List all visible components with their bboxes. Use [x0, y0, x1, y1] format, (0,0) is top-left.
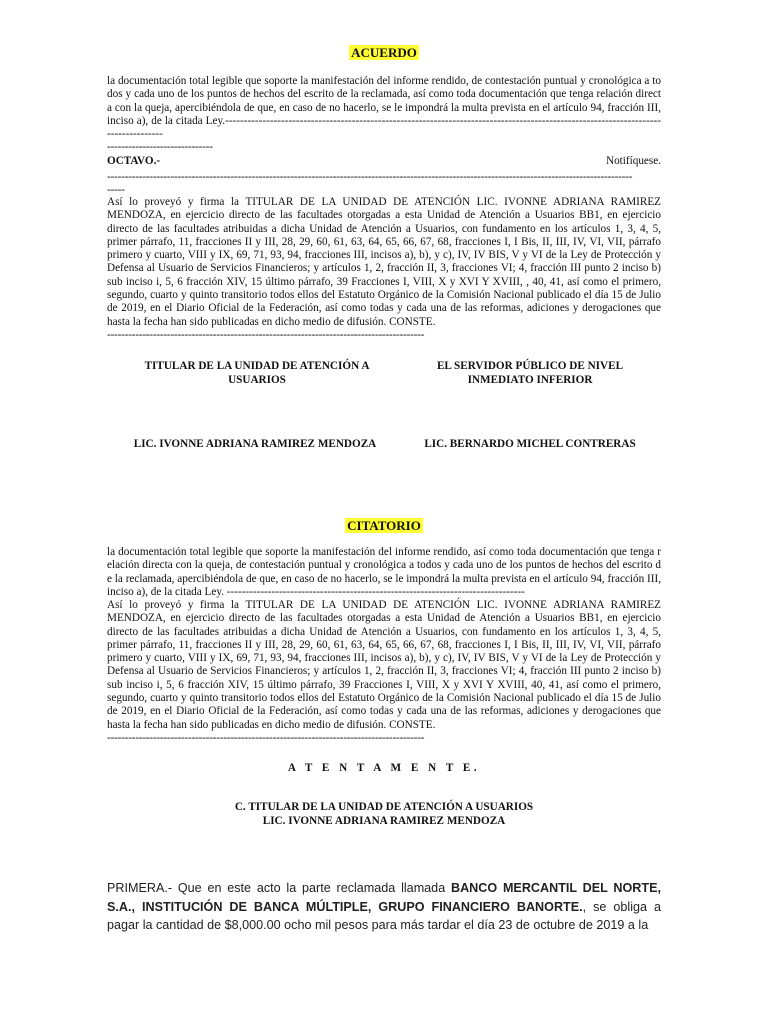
acuerdo-heading: ACUERDO — [351, 45, 417, 60]
primera-lead: PRIMERA.- Que en este acto la parte reclamada llamada — [107, 881, 451, 895]
acuerdo-dash-end: ------------------------------ — [107, 141, 213, 154]
closing-signer-title: C. TITULAR DE LA UNIDAD DE ATENCIÓN A USUARIOS — [234, 801, 534, 813]
acuerdo-body — [107, 75, 661, 155]
acuerdo-provision-dashes: ------------------------------------------------------------------------------------------ — [107, 328, 425, 341]
acuerdo-provision — [107, 196, 661, 342]
separator-line: ----------------------------------------------------------------------------------------------------------------------------------------------------- — [107, 171, 633, 183]
primera-bank: BANCO MERCANTIL DEL NORTE, S.A., INSTITUCIÓN DE BANCA MÚLTIPLE, GRUPO FINANCIERO BANORTE. — [107, 881, 661, 914]
right-signature-name: LIC. BERNARDO MICHEL CONTRERAS — [424, 438, 636, 450]
citatorio-provision-text: Así lo proveyó y firma la TITULAR DE LA UNIDAD DE ATENCIÓN LIC. IVONNE ADRIANA RAMIREZ MENDOZA, en ejercicio directo de las facultades otorgadas a esta Unidad de Atención a Usuarios BB1, en ejercicio directo de las facultades atribuidas a dicha Unidad de Atención a Usuarios, con fundamento en los artículos 1, 3, 4, 5, primer párrafo, 11, fracciones II y III, 28, 29, 60, 61, 63, 64, 65, 66, 67, 68, fracciones I, I Bis, II, III, IV, VI, VII, párrafo primero y cuarto, VIII y IX, 69, 71, 93, 94, fracciones III, incisos a), b), y c), IV, IV BIS, V y VI de la Ley de Protección y Defensa al Usuario de Servicios Financieros; y artículos 1, 2, fracción II, 3, fracciones VI; 4, fracción III punto 2 inciso b) sub inciso i, 5, 6 fracción XIV, 15 último párrafo, 39 Fracciones I, VIII, X y XVI Y XVIII, 40, 41, así como el primero, segundo, cuarto y quinto transitorio todos ellos del Estatuto Orgánico de la Comisión Nacional publicado el día 15 de Julio de 2019, en el Diario Oficial de la Federación, así como todas y cada una de las reformas, adiciones y derogaciones que hasta la fecha han sido publicadas en dicho medio de difusión. CONSTE. — [107, 599, 661, 731]
citatorio-heading: CITATORIO — [347, 518, 421, 533]
closing-signer-name: LIC. IVONNE ADRIANA RAMIREZ MENDOZA — [262, 815, 506, 827]
citatorio-provision — [107, 599, 661, 745]
citatorio-body-text: la documentación total legible que soporte la manifestación del informe rendido, así como toda documentación que tenga relación directa con la queja, de contestación puntual y cronológica a todos y cada uno de los puntos de hechos del escrito de la reclamada, apercibiéndola de que, en caso de no hacerlo, se le impondrá la multa prevista en el artículo 94, fracción III, inciso a), de la citada Ley. -------------------------------------------------------------------------------- — [107, 546, 661, 598]
separator-short: ----- — [107, 184, 125, 197]
acuerdo-provision-text: Así lo proveyó y firma la TITULAR DE LA UNIDAD DE ATENCIÓN LIC. IVONNE ADRIANA RAMIREZ MENDOZA, en ejercicio directo de las facultades otorgadas a esta Unidad de Atención a Usuarios BB1, en ejercicio directo de las facultades atribuidas a dicha Unidad de Atención a Usuarios, con fundamento en los artículos 1, 3, 4, 5, primer párrafo, 11, fracciones II y III, 28, 29, 60, 61, 63, 64, 65, 66, 67, 68, fracciones I, I Bis, II, III, IV, VI, VII, párrafo primero y cuarto, VIII y IX, 69, 71, 93, 94, fracciones III, incisos a), b), y c), IV, IV BIS, V y VI de la Ley de Protección y Defensa al Usuario de Servicios Financieros; y artículos 1, 2, fracción II, 3, fracciones VI; 4, fracción III punto 2 inciso b) sub inciso i, 5, 6 fracción XIV, 15 último párrafo, 39 Fracciones I, VIII, X y XVI Y XVIII, , 40, 41, así como el primero, segundo, cuarto y quinto transitorio todos ellos del Estatuto Orgánico de la Comisión Nacional publicado el día 15 de Julio de 2019, en el Diario Oficial de la Federación, así como todas y cada una de las reformas, adiciones y derogaciones que hasta la fecha han sido publicadas en dicho medio de difusión. CONSTE. — [107, 196, 661, 328]
acuerdo-body-text: la documentación total legible que soporte la manifestación del informe rendido, de contestación puntual y cronológica a todos y cada uno de los puntos de hechos del escrito de la reclamada, así como toda documentación que tenga relación directa con la queja, apercibiéndola de que, en caso de no hacerlo, se le impondrá la multa prevista en el artículo 94, fracción III, inciso a), de la citada Ley.------------------------------------------------------------------------------------------------------------------------------------ — [107, 75, 661, 141]
octavo-label: OCTAVO.- — [107, 155, 161, 167]
left-signature-title: TITULAR DE LA UNIDAD DE ATENCIÓN A USUARIOS — [144, 360, 370, 386]
citatorio-body — [107, 546, 661, 599]
left-signature-name: LIC. IVONNE ADRIANA RAMIREZ MENDOZA — [133, 438, 377, 450]
octavo-line — [107, 155, 661, 167]
primera-clause — [107, 879, 661, 935]
atentamente: A T E N T A M E N T E. — [287, 762, 481, 774]
right-signature-title: EL SERVIDOR PÚBLICO DE NIVEL INMEDIATO INFERIOR — [436, 360, 624, 386]
primera-tail: , se obliga a pagar la cantidad de $8,000.00 ocho mil pesos para más tardar el día 23 de octubre de 2019 a la — [107, 899, 661, 932]
citatorio-provision-dashes: ------------------------------------------------------------------------------------------ — [107, 731, 425, 744]
acuerdo-separator — [107, 171, 661, 198]
octavo-text: Notifíquese. — [606, 155, 661, 167]
